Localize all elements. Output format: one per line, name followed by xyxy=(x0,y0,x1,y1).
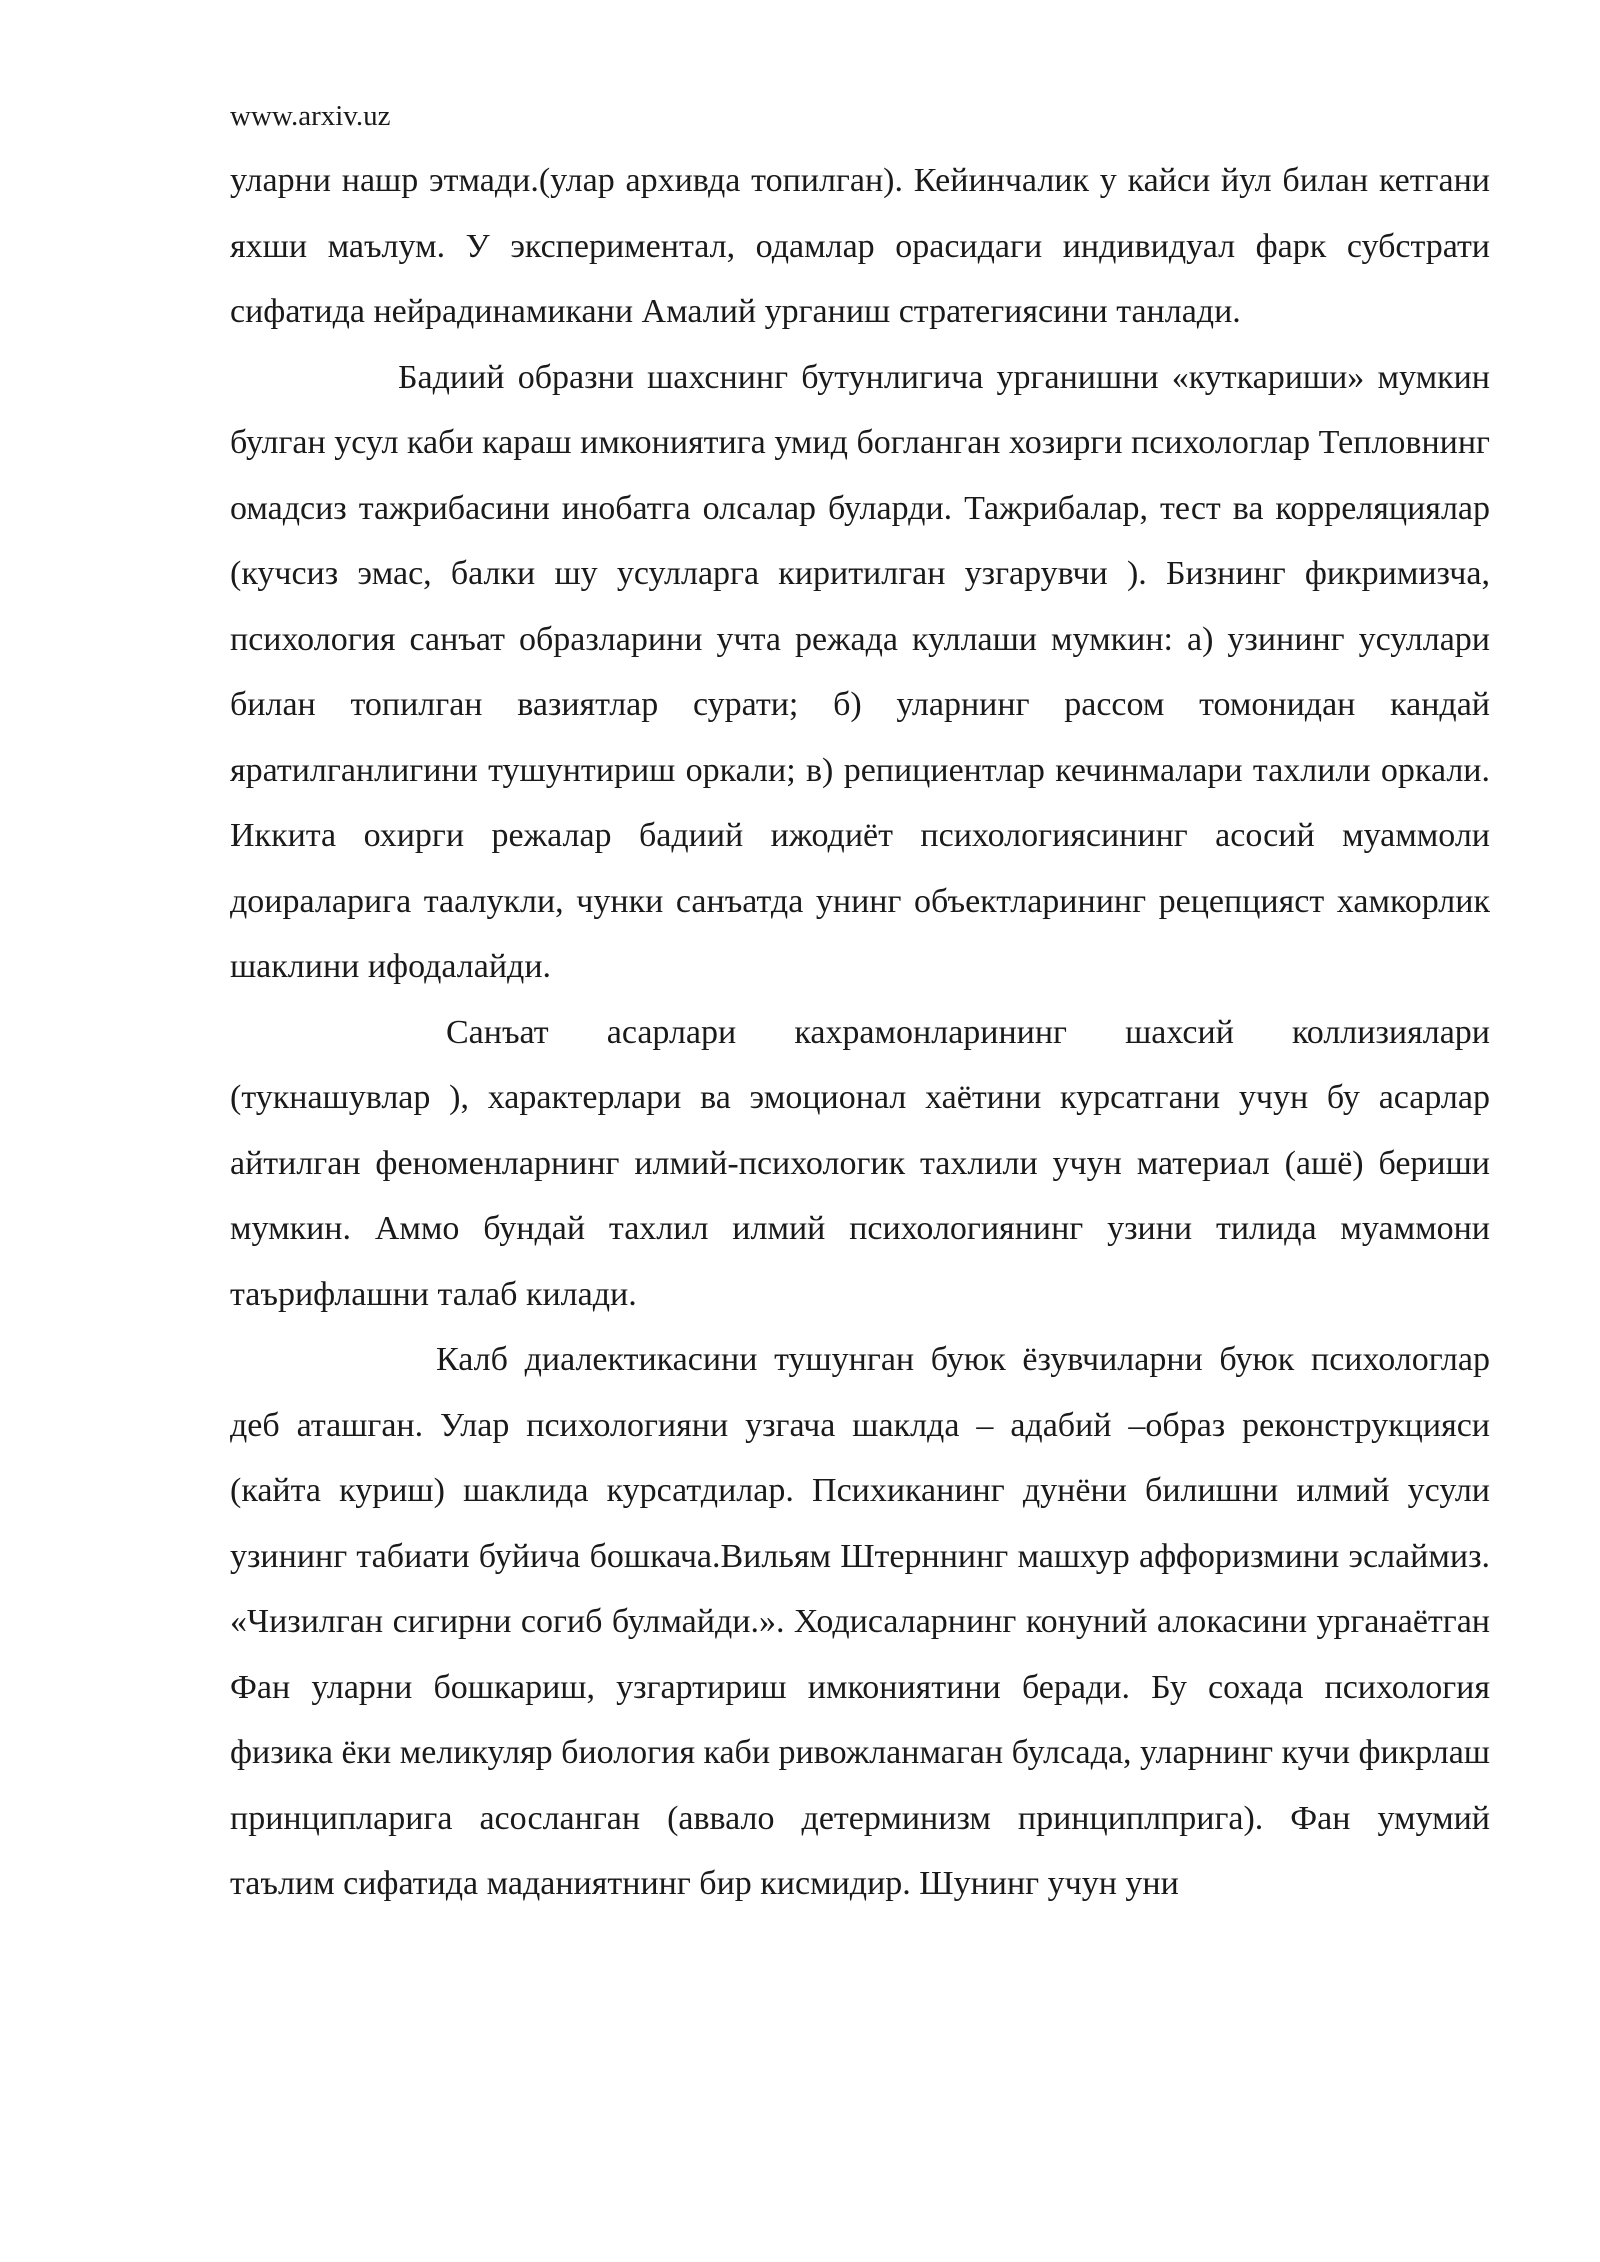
document-body xyxy=(230,148,1490,1917)
paragraph-2: Бадиий образни шахснинг бутунлигича урганишни «куткариши» мумкин булган усул каби караш имкониятига умид богланган хозирги психологлар Тепловнинг омадсиз тажрибасини инобатга олсалар буларди. Тажрибалар, тест ва корреляциялар (кучсиз эмас, балки шу усулларга киритилган узгарувчи ). Бизнинг фикримизча, психология санъат образларини учта режада куллаши мумкин: а) узининг усуллари билан топилган вазиятлар сурати; б) уларнинг рассом томонидан кандай яратилганлигини тушунтириш оркали; в) репициентлар кечинмалари тахлили оркали. Иккита охирги режалар бадиий ижодиёт психологиясининг асосий муаммоли доираларига таалукли, чунки санъатда унинг объектларининг рецепцияст хамкорлик шаклини ифодалайди. xyxy=(230,358,1490,985)
paragraph-4: Калб диалектикасини тушунган буюк ёзувчиларни буюк психологлар деб аташган. Улар психологияни узгача шаклда – адабий –образ реконструкцияси (кайта куриш) шаклида курсатдилар. Психиканинг дунёни билишни илмий усули узининг табиати буйича бошкача.Вильям Штерннинг машхур аффоризмини эслаймиз. «Чизилган сигирни согиб булмайди.». Ходисаларнинг конуний алокасини урганаётган Фан уларни бошкариш, узгартириш имкониятини беради. Бу сохада психология физика ёки меликуляр биология каби ривожланмаган булсада, уларнинг кучи фикрлаш принципларига асосланган (аввало детерминизм принциплприга). Фан умумий таълим сифатида маданиятнинг бир кисмидир. Шунинг учун уни xyxy=(230,1341,1490,1902)
paragraph-3: Санъат асарлари кахрамонларининг шахсий коллизиялари (тукнашувлар ), характерлари ва эмоционал хаётини курсатгани учун бу асарлар айтилган феноменларнинг илмий-психологик тахлили учун материал (ашё) бериши мумкин. Аммо бундай тахлил илмий психологиянинг узини тилида муаммони таърифлашни талаб килади. xyxy=(230,1013,1490,1313)
paragraph-1: уларни нашр этмади.(улар архивда топилган). Кейинчалик у кайси йул билан кетгани яхши маълум. У экспериментал, одамлар орасидаги индивидуал фарк субстрати сифатида нейрадинамикани Амалий урганиш стратегиясини танлади. xyxy=(230,162,1490,330)
site-url: www.arxiv.uz xyxy=(230,100,391,132)
